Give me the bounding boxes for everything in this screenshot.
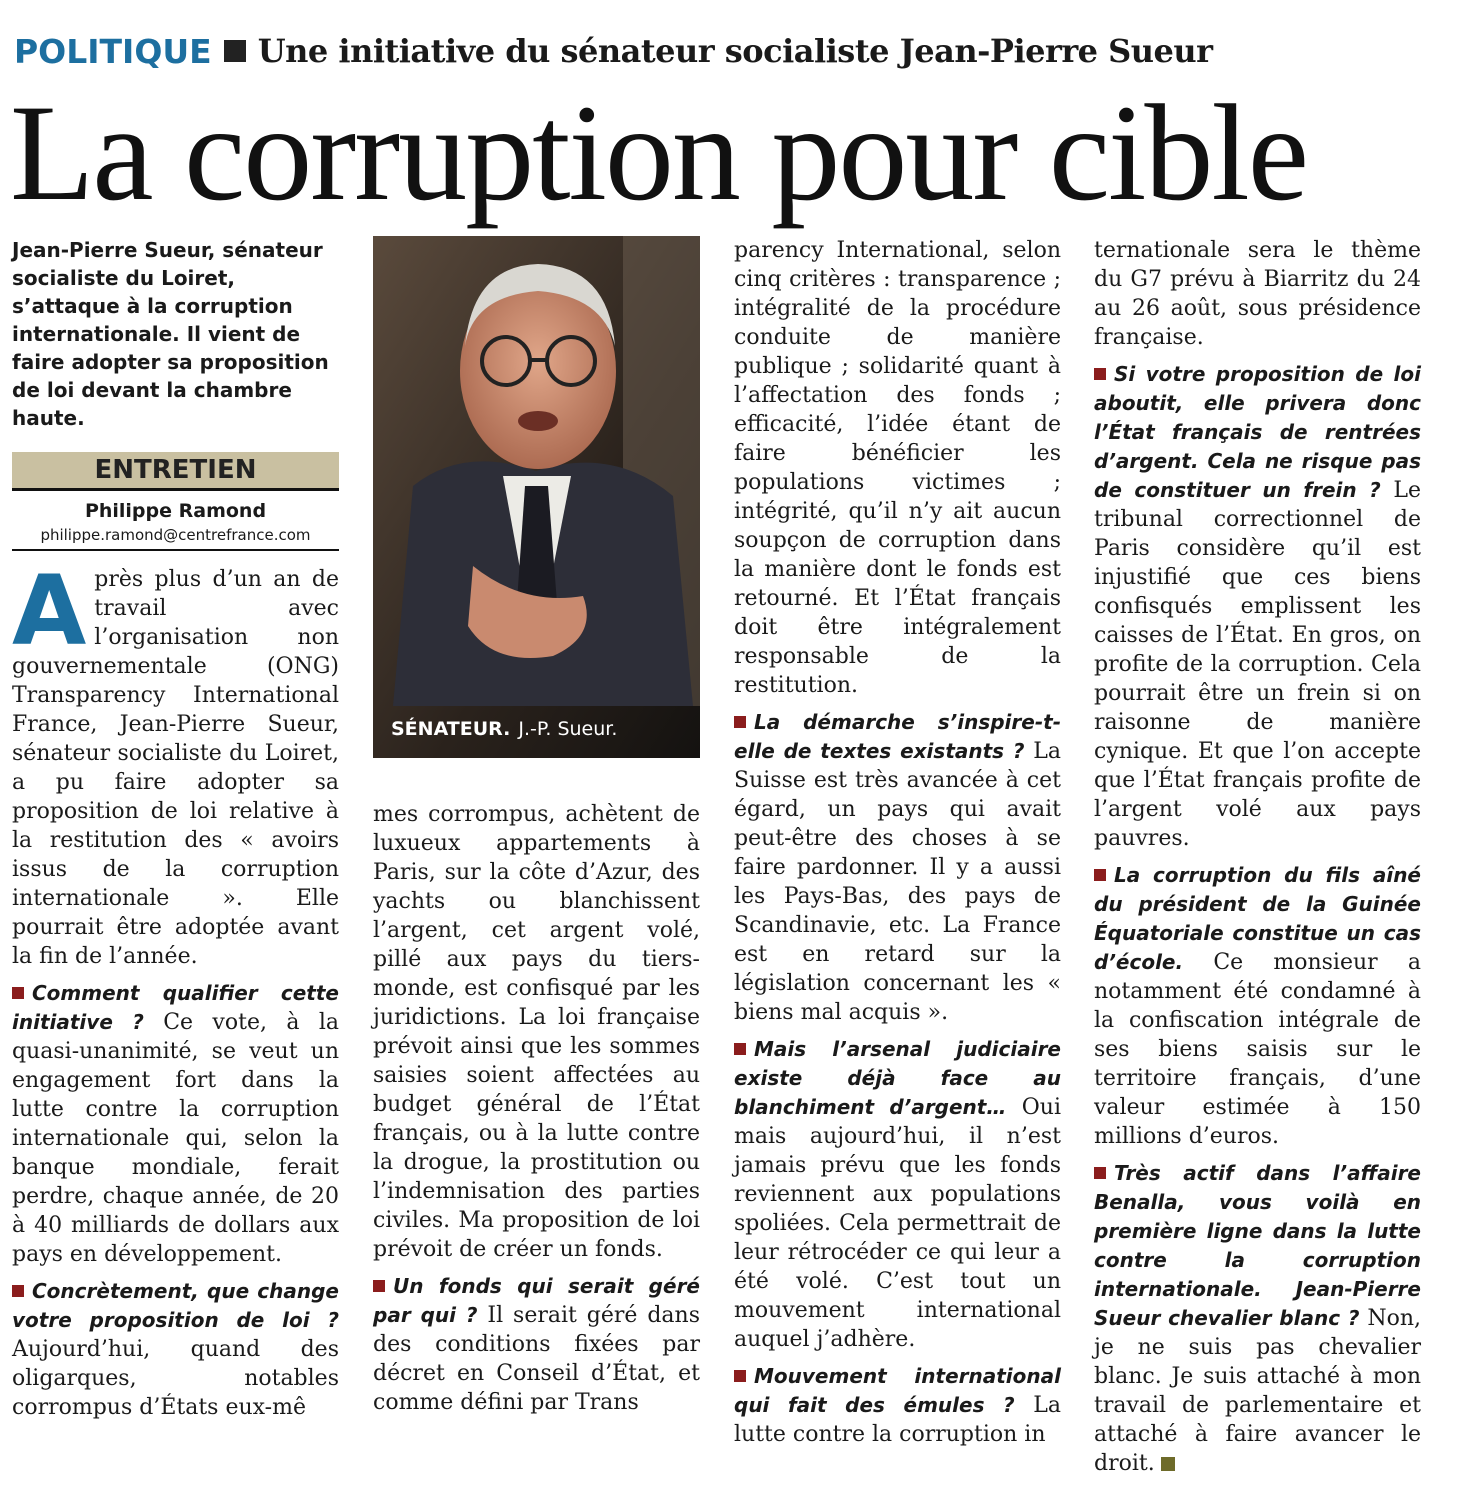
qa-4 <box>734 708 1061 1027</box>
answer-8: Ce monsieur a notamment été condamné à la confiscation intégrale de ses biens saisis sur le territoire français, d’une valeur estimée à 150 millions d’euros. <box>1094 950 1422 1149</box>
answer-4: La Suisse est très avancée à cet égard, un pays qui avait peut-être des choses à se faire pardonner. Il y a aussi les Pays-Bas, des pays de Scandinavie, etc. La France est en retard sur la législation concernant les « biens mal acquis ». <box>734 739 1061 1025</box>
caption-label: SÉNATEUR. <box>391 718 511 740</box>
intro-text: près plus d’un an de travail avec l’organisation non gouvernementale (ONG) Transparency International France, Jean-Pierre Sueur, sénateur socialiste du Loiret, a pu faire adopter sa proposition de loi relative à la restitution des « avoirs issus de la corruption internationale ». Elle pourrait être adoptée avant la fin de l’année. <box>12 567 339 969</box>
entretien-label: ENTRETIEN <box>12 452 339 491</box>
question-marker-icon <box>734 1370 746 1382</box>
answer-6-part-1: La lutte contre la corruption in <box>734 1393 1061 1447</box>
qa-8 <box>1094 861 1421 1151</box>
question-8: La corruption du fils aîné du président de la Guinée Équatoriale constitue un cas d’école. <box>1094 863 1421 974</box>
section-rubric: POLITIQUE <box>14 31 212 71</box>
end-marker-icon <box>1161 1457 1175 1471</box>
answer-3-part-1: Il serait géré dans des conditions fixées par décret en Conseil d’État, et comme défini par Trans <box>373 1303 700 1415</box>
qa-3 <box>373 1272 700 1417</box>
author-name: Philippe Ramond <box>84 500 267 522</box>
headline: La corruption pour cible <box>10 76 1308 229</box>
question-2: Concrètement, que change votre proposition de loi ? <box>12 1279 339 1332</box>
column-3 <box>734 236 1061 1457</box>
question-1: Comment qualifier cette initiative ? <box>12 981 339 1034</box>
caption-text: J.-P. Sueur. <box>518 718 618 740</box>
answer-3-part-2: parency International, selon cinq critères : transparence ; intégralité de la procédure conduite de manière publique ; solidarité quant à l’affectation des fonds ; efficacité, l’idée étant de faire bénéficier les populations victimes ; intégrité, qu’il n’y ait aucun soupçon de corruption dans la manière dont le fonds est retourné. Et l’État français doit être intégralement responsable de la restitution. <box>734 238 1061 698</box>
question-marker-icon <box>734 716 746 728</box>
question-marker-icon <box>12 987 24 999</box>
kicker <box>14 26 1454 76</box>
qa-1 <box>12 979 339 1269</box>
answer-7: Le tribunal correctionnel de Paris considère qu’il est injustifié que ces biens confisqués emplissent les caisses de l’État. En gros, on profite de la corruption. Cela pourrait être un frein si on raisonne de manière cynique. Et que l’on accepte que l’État français profite de l’argent volé aux pays pauvres. <box>1094 478 1421 851</box>
question-6: Mouvement international qui fait des émules ? <box>734 1364 1061 1417</box>
portrait-photo <box>373 236 700 758</box>
question-marker-icon <box>1094 869 1106 881</box>
photo-caption <box>391 718 617 740</box>
question-5: Mais l’arsenal judiciaire existe déjà face au blanchiment d’argent… <box>734 1037 1061 1119</box>
qa-7 <box>1094 360 1421 853</box>
qa-6 <box>734 1362 1061 1449</box>
question-4: La démarche s’inspire-t-elle de textes existants ? <box>734 710 1061 763</box>
question-7: Si votre proposition de loi aboutit, elle privera donc l’État français de rentrées d’argent. Cela ne risque pas de constituer un frein ? <box>1094 362 1421 502</box>
question-marker-icon <box>1094 1167 1106 1179</box>
column-2 <box>373 800 700 1425</box>
kicker-subtitle: Une initiative du sénateur socialiste Jean-Pierre Sueur <box>257 32 1213 70</box>
answer-9: Non, je ne suis pas chevalier blanc. Je suis attaché à mon travail de parlementaire et attaché à faire avancer le droit. <box>1094 1306 1421 1476</box>
answer-1: Ce vote, à la quasi-unanimité, se veut un engagement fort dans la lutte contre la corruption internationale qui, selon la banque mondiale, ferait perdre, chaque année, de 20 à 40 milliards de dollars aux pays en développement. <box>12 1010 339 1267</box>
question-marker-icon <box>373 1280 385 1292</box>
author-email: philippe.ramond@centrefrance.com <box>12 525 339 551</box>
question-3: Un fonds qui serait géré par qui ? <box>373 1274 700 1327</box>
intro-paragraph <box>12 555 339 971</box>
qa-2 <box>12 1277 339 1422</box>
answer-2-part-1: Aujourd’hui, quand des oligarques, notables corrompus d’États eux-mê <box>12 1337 339 1420</box>
chapo: Jean-Pierre Sueur, sénateur socialiste du Loiret, s’attaque à la corruption internationale. Il vient de faire adopter sa proposition de loi devant la chambre haute. <box>12 238 329 430</box>
question-marker-icon <box>12 1285 24 1297</box>
portrait-illustration <box>373 236 700 758</box>
column-1 <box>12 236 339 1430</box>
answer-2-part-2: mes corrompus, achètent de luxueux appartements à Paris, sur la côte d’Azur, des yachts ou blanchissent l’argent, cet argent volé, pillé aux pays du tiers-monde, est confisqué par les juridictions. La loi française prévoit ainsi que les sommes saisies soient affectées au budget général de l’État français, ou à la lutte contre la drogue, la prostitution ou l’indemnisation des parties civiles. Ma proposition de loi prévoit de créer un fonds. <box>373 802 700 1262</box>
question-9: Très actif dans l’affaire Benalla, vous voilà en première ligne dans la lutte contre la corruption internationale. Jean-Pierre Sueur chevalier blanc ? <box>1094 1161 1421 1330</box>
question-marker-icon <box>1094 368 1106 380</box>
question-marker-icon <box>734 1043 746 1055</box>
column-4 <box>1094 236 1421 1486</box>
square-separator-icon <box>224 40 246 62</box>
qa-9 <box>1094 1159 1421 1478</box>
qa-5 <box>734 1035 1061 1354</box>
answer-6-part-2: ternationale sera le thème du G7 prévu à Biarritz du 24 au 26 août, sous présidence française. <box>1094 238 1421 350</box>
dropcap: A <box>12 555 87 667</box>
answer-5: Oui mais aujourd’hui, il n’est jamais prévu que les fonds reviennent aux populations spoliées. Cela permettrait de leur rétrocéder ce qui leur a été volé. C’est tout un mouvement international auquel j’adhère. <box>734 1095 1061 1352</box>
